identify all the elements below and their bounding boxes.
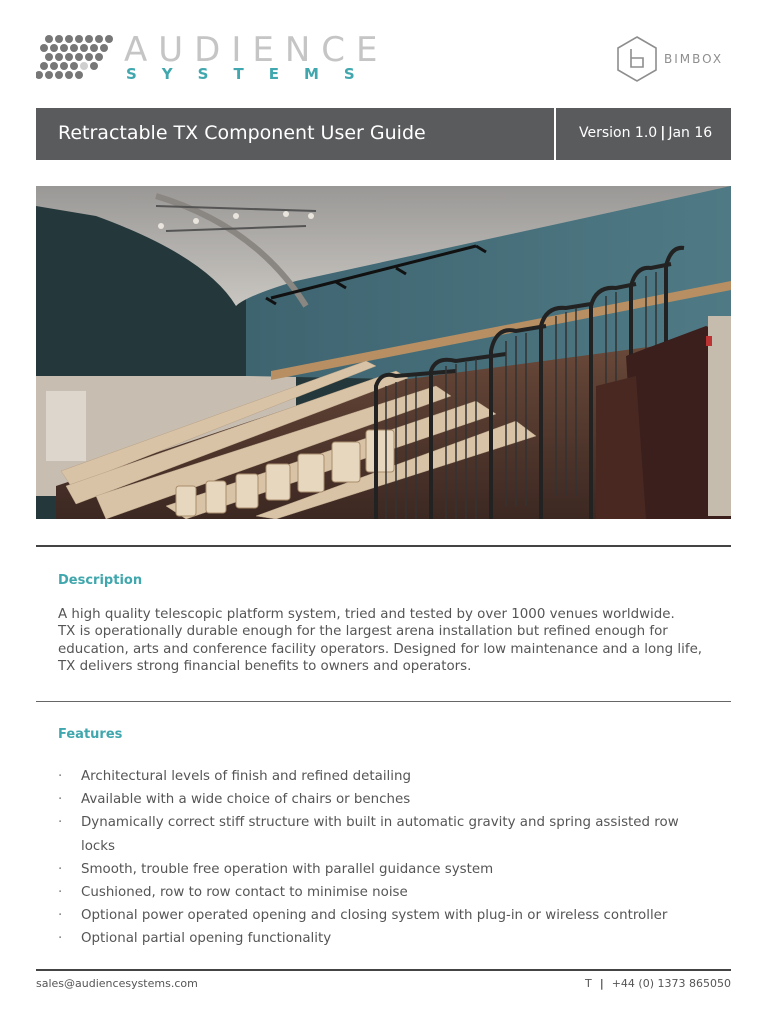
feature-text: Optional partial opening functionality <box>81 931 332 947</box>
document-title: Retractable TX Component User Guide <box>58 122 426 144</box>
section-rule-middle <box>36 701 731 702</box>
feature-item <box>58 927 698 950</box>
features-list <box>58 765 698 951</box>
feature-item <box>58 904 698 927</box>
version-info <box>579 125 712 141</box>
feature-item <box>58 765 698 788</box>
title-bar <box>36 108 731 160</box>
feature-item <box>58 858 698 881</box>
phone-number[interactable]: +44 (0) 1373 865050 <box>611 977 731 990</box>
section-rule-top <box>36 545 731 547</box>
feature-item <box>58 881 698 904</box>
logo-word-systems: SYSTEMS <box>126 65 380 83</box>
bullet-icon: · <box>58 931 63 947</box>
description-line: TX delivers strong financial benefits to owners and operators. <box>58 659 472 675</box>
description-line: TX is operationally durable enough for the largest arena installation but refined enough for <box>58 624 668 640</box>
features-heading: Features <box>58 727 123 742</box>
feature-text: Available with a wide choice of chairs or benches <box>81 792 411 808</box>
feature-item <box>58 811 698 857</box>
logo-dots-icon <box>36 34 118 82</box>
description-line: education, arts and conference facility operators. Designed for low maintenance and a long life, <box>58 641 703 657</box>
bullet-icon: · <box>58 908 63 924</box>
footer-rule <box>36 969 731 971</box>
feature-text: Architectural levels of finish and refined detailing <box>81 769 411 784</box>
description-line: A high quality telescopic platform system, tried and tested by over 1000 venues worldwide. <box>58 607 675 622</box>
logo-word-audience: AUDIENCE <box>124 30 389 70</box>
bullet-icon: · <box>58 792 63 808</box>
auditorium-photo <box>36 186 731 519</box>
feature-text: Dynamically correct stiff structure with built in automatic gravity and spring assisted row locks <box>81 815 679 854</box>
bullet-icon: · <box>58 815 63 831</box>
bullet-icon: · <box>58 769 63 784</box>
bimbox-logo <box>612 32 732 88</box>
phone-separator: | <box>599 977 604 990</box>
version-date: Jan 16 <box>668 125 713 141</box>
auditorium-telescopic-seating-photo-icon <box>36 186 731 519</box>
feature-item <box>58 788 698 811</box>
feature-text: Cushioned, row to row contact to minimise noise <box>81 885 408 901</box>
description-text <box>58 606 718 676</box>
version-separator: | <box>660 125 666 141</box>
version-label: Version 1.0 <box>579 125 658 141</box>
footer-email-link[interactable]: sales@audiencesystems.com <box>36 977 198 990</box>
bullet-icon: · <box>58 861 63 877</box>
phone-label: T <box>584 977 592 990</box>
footer-phone <box>585 977 731 990</box>
bimbox-hexagon-icon <box>612 34 662 84</box>
description-heading: Description <box>58 573 143 588</box>
bullet-icon: · <box>58 885 63 901</box>
feature-text: Smooth, trouble free operation with parallel guidance system <box>81 861 494 877</box>
title-divider <box>554 108 556 160</box>
bimbox-label: BIMBOX <box>664 52 724 66</box>
feature-text: Optional power operated opening and closing system with plug-in or wireless controller <box>81 908 668 924</box>
